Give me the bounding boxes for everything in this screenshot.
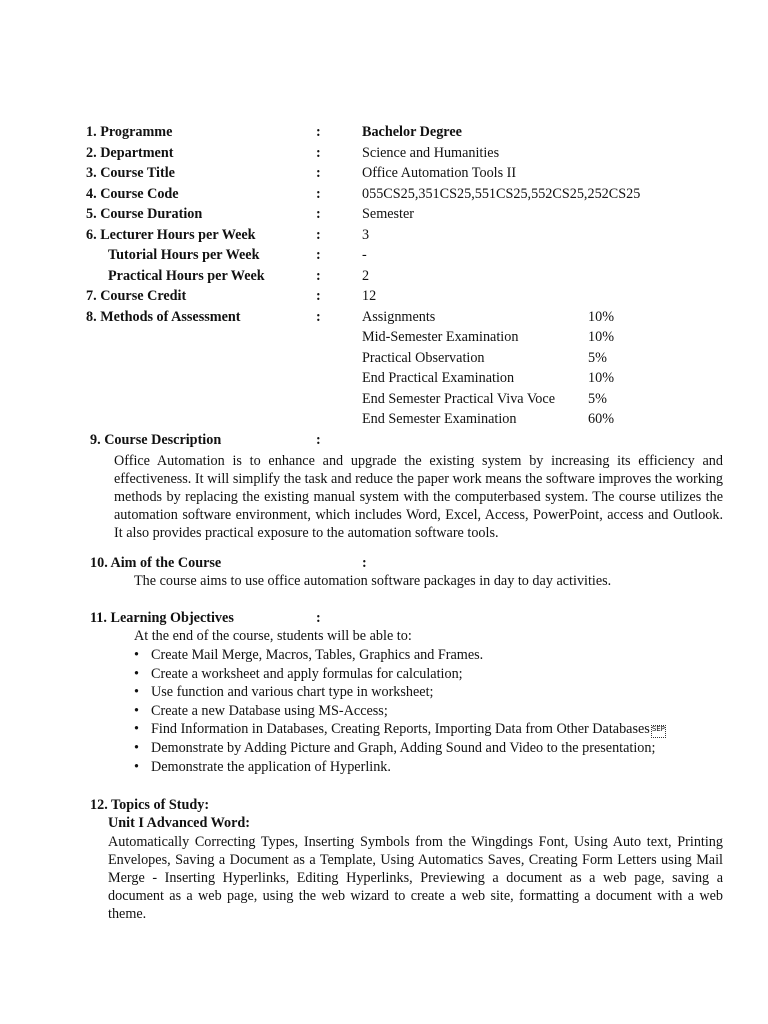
list-item [134, 720, 666, 739]
assessment-weight: 60% [588, 411, 615, 427]
detail-value: 2 [362, 268, 370, 284]
section-colon: : [362, 555, 367, 571]
assessment-row [0, 368, 768, 388]
assessment-row [0, 327, 768, 347]
objective-text: Create a worksheet and apply formulas for calculation; [151, 665, 463, 682]
detail-label: 4. Course Code [86, 186, 179, 202]
section-colon: : [316, 610, 321, 626]
course-aim-heading [90, 553, 390, 573]
detail-colon: : [316, 309, 321, 325]
detail-row-course-duration [0, 204, 768, 224]
objective-text: Use function and various chart type in worksheet; [151, 684, 434, 701]
bullet-icon: • [134, 739, 139, 756]
detail-colon: : [316, 288, 321, 304]
detail-colon: : [316, 227, 321, 243]
assessment-row [0, 389, 768, 409]
objective-text: Demonstrate by Adding Picture and Graph, Adding Sound and Video to the presentation; [151, 739, 656, 756]
assessment-row [0, 409, 768, 429]
list-item [134, 702, 666, 721]
assessment-weight: 10% [588, 309, 615, 325]
detail-colon: : [316, 186, 321, 202]
list-item [134, 758, 666, 777]
learning-objectives-intro: At the end of the course, students will be able to: [134, 628, 412, 644]
detail-value: Semester [362, 206, 415, 222]
detail-label: 7. Course Credit [86, 288, 187, 304]
objective-text: Create Mail Merge, Macros, Tables, Graphics and Frames. [151, 647, 484, 663]
detail-value: Office Automation Tools II [362, 165, 517, 181]
detail-colon: : [316, 124, 321, 140]
assessment-name: End Semester Examination [362, 411, 517, 427]
detail-row-course-code [0, 184, 768, 204]
objective-text: Create a new Database using MS-Access; [151, 702, 388, 719]
course-description-heading [90, 430, 390, 450]
topics-of-study-heading: 12. Topics of Study: [90, 797, 210, 813]
course-description-text: Office Automation is to enhance and upgrade the existing system by increasing its efficiency and effectiveness. It will simplify the task and reduce the paper work means the software improves the working methods by replacing the existing manual system with the computerbased system. The course utilizes the automation software environment, which includes Word, Excel, Access, PowerPoint, access and Outlook. It also provides practical exposure to the automation software tools. [114, 453, 723, 541]
detail-row-course-title [0, 163, 768, 183]
detail-label: Practical Hours per Week [108, 268, 265, 284]
assessment-weight: 5% [588, 391, 607, 407]
bullet-icon: • [134, 758, 139, 775]
detail-row-lecturer-hours [0, 225, 768, 245]
assessment-row [0, 307, 768, 327]
assessment-name: End Practical Examination [362, 370, 515, 386]
list-item [134, 739, 666, 758]
course-aim-text: The course aims to use office automation software packages in day to day activities. [134, 573, 612, 589]
detail-colon: : [316, 247, 321, 263]
section-colon: : [316, 432, 321, 448]
detail-row-tutorial-hours [0, 245, 768, 265]
detail-label: 2. Department [86, 145, 174, 161]
bullet-icon: • [134, 647, 139, 663]
detail-colon: : [316, 165, 321, 181]
detail-value: 12 [362, 288, 377, 304]
objective-text: Demonstrate the application of Hyperlink. [151, 758, 391, 775]
assessment-name: Mid-Semester Examination [362, 329, 519, 345]
detail-colon: : [316, 206, 321, 222]
list-item [134, 683, 666, 702]
detail-colon: : [316, 145, 321, 161]
assessment-name: Assignments [362, 309, 436, 325]
detail-value: 055CS25,351CS25,551CS25,552CS25,252CS25 [362, 186, 641, 202]
detail-value: Science and Humanities [362, 145, 500, 161]
bullet-icon: • [134, 684, 139, 701]
detail-row-programme [0, 122, 768, 142]
section-title: 11. Learning Objectives [90, 610, 234, 626]
detail-colon: : [316, 268, 321, 284]
unit-description-text: Automatically Correcting Types, Inserting Symbols from the Wingdings Font, Using Auto text, Printing Envelopes, Saving a Document as a Template, Using Automatics Saves, Creating Form Letters using Mail Merge - Inserting Hyperlinks, Editing Hyperlinks, Previewing a document as a web page, saving a document as a web page, using the web wizard to create a web site, formatting a document with a web theme. [108, 834, 723, 922]
objective-text: Find Information in Databases, Creating Reports, Importing Data from Other Databases [151, 721, 650, 738]
detail-label: 3. Course Title [86, 165, 175, 181]
detail-label: 1. Programme [86, 124, 173, 140]
detail-value: 3 [362, 227, 370, 243]
list-item [134, 646, 666, 665]
detail-value: - [362, 247, 367, 263]
detail-row-department [0, 143, 768, 163]
bullet-icon: • [134, 665, 139, 682]
detail-label: 5. Course Duration [86, 206, 203, 222]
detail-label: Tutorial Hours per Week [108, 247, 260, 263]
bullet-icon: • [134, 702, 139, 719]
assessment-weight: 10% [588, 329, 615, 345]
detail-value: Bachelor Degree [362, 124, 462, 140]
assessment-name: End Semester Practical Viva Voce [362, 391, 555, 407]
detail-row-practical-hours [0, 266, 768, 286]
assessment-weight: 5% [588, 350, 607, 366]
section-title: 9. Course Description [90, 432, 222, 448]
list-item [134, 665, 666, 684]
assessment-weight: 10% [588, 370, 615, 386]
learning-objectives-list [134, 646, 666, 776]
detail-row-course-credit [0, 286, 768, 306]
separator-mark-icon: SEP [651, 725, 666, 738]
learning-objectives-heading [90, 608, 390, 628]
detail-label: 6. Lecturer Hours per Week [86, 227, 256, 243]
assessment-name: Practical Observation [362, 350, 485, 366]
detail-label: 8. Methods of Assessment [86, 309, 241, 325]
unit-title: Unit I Advanced Word: [108, 815, 251, 831]
section-title: 10. Aim of the Course [90, 555, 222, 571]
bullet-icon: • [134, 721, 139, 738]
assessment-row [0, 348, 768, 368]
